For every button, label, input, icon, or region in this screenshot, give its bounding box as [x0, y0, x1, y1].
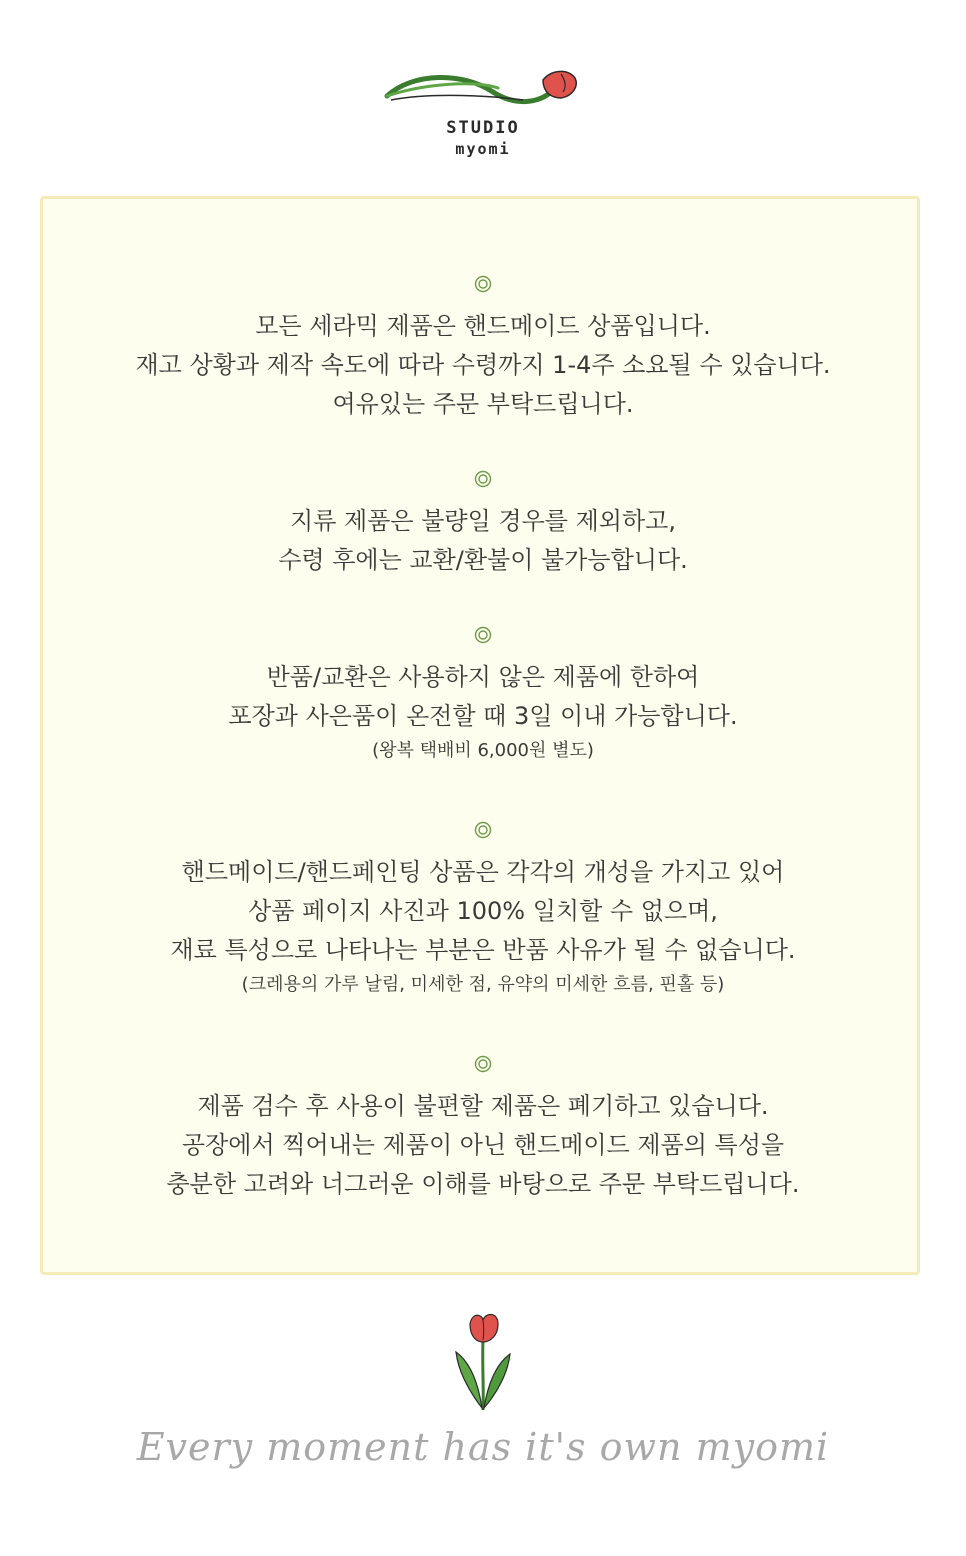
- notice-line: 제품 검수 후 사용이 불편할 제품은 폐기하고 있습니다.: [197, 1092, 769, 1120]
- notice-section-inspection: [43, 1055, 923, 1204]
- notice-line: 충분한 고려와 너그러운 이해를 바탕으로 주문 부탁드립니다.: [166, 1170, 800, 1198]
- notice-note: (왕복 택배비 6,000원 별도): [372, 740, 594, 761]
- double-circle-icon: [474, 470, 492, 488]
- tulip-stem-logo-icon: [383, 62, 583, 122]
- notice-line: 공장에서 찍어내는 제품이 아닌 핸드메이드 제품의 특성을: [181, 1131, 785, 1159]
- notice-section-paper: [43, 470, 923, 580]
- notice-section-return: [43, 626, 923, 766]
- notice-line: 포장과 사은품이 온전할 때 3일 이내 가능합니다.: [228, 702, 738, 730]
- notice-section-handmade: [43, 275, 923, 424]
- notice-line: 핸드메이드/핸드페인팅 상품은 각각의 개성을 가지고 있어: [181, 858, 785, 886]
- logo-line-1: STUDIO: [446, 118, 520, 138]
- notice-line: 수령 후에는 교환/환불이 불가능합니다.: [278, 546, 688, 574]
- footer-slogan: Every moment has it's own myomi: [136, 1425, 830, 1469]
- notice-line: 반품/교환은 사용하지 않은 제품에 한하여: [266, 663, 700, 691]
- notice-line: 모든 세라믹 제품은 핸드메이드 상품입니다.: [255, 312, 711, 340]
- notice-line: 여유있는 주문 부탁드립니다.: [332, 390, 634, 418]
- notice-line: 지류 제품은 불량일 경우를 제외하고,: [290, 507, 676, 535]
- double-circle-icon: [474, 626, 492, 644]
- double-circle-icon: [474, 1055, 492, 1073]
- notice-line: 재고 상황과 제작 속도에 따라 수령까지 1-4주 소요될 수 있습니다.: [135, 351, 831, 379]
- notice-note: (크레용의 가루 날림, 미세한 점, 유약의 미세한 흐름, 핀홀 등): [241, 974, 725, 995]
- logo-line-2: myomi: [455, 140, 511, 158]
- notice-line: 재료 특성으로 나타나는 부분은 반품 사유가 될 수 없습니다.: [170, 936, 796, 964]
- tulip-icon: [448, 1310, 518, 1415]
- brand-logo: [383, 62, 583, 172]
- notice-line: 상품 페이지 사진과 100% 일치할 수 없으며,: [248, 897, 718, 925]
- double-circle-icon: [474, 821, 492, 839]
- notice-section-characteristics: [43, 821, 923, 1000]
- double-circle-icon: [474, 275, 492, 293]
- notice-card: [40, 196, 920, 1275]
